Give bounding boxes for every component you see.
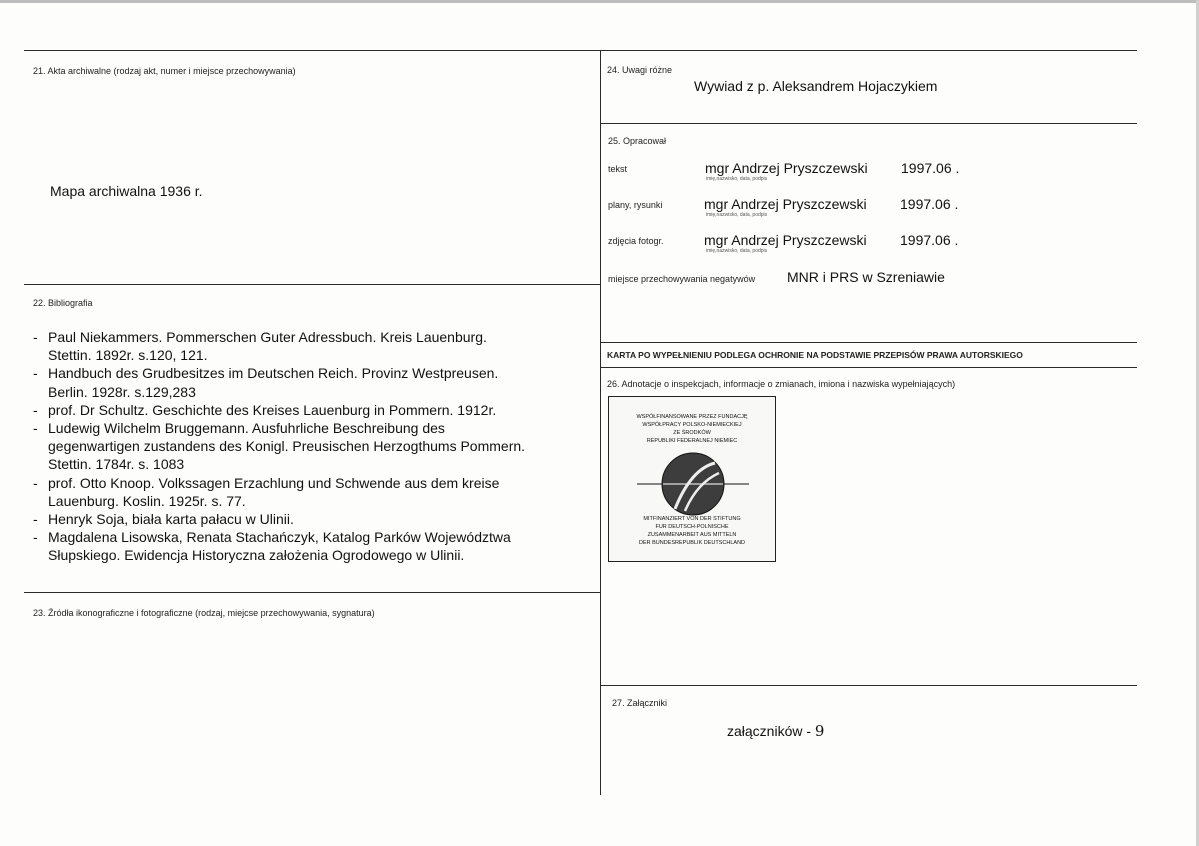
stamp-de-line: DER BUNDESREPUBLIK DEUTSCHLAND xyxy=(638,540,746,546)
section-24-label: 24. Uwagi różne xyxy=(607,65,673,75)
foundation-stamp xyxy=(608,396,776,562)
bibliography-line: - Henryk Soja, biała karta pałacu w Ulinii. xyxy=(48,511,294,528)
bibliography-item xyxy=(33,328,593,364)
bibliography-item xyxy=(33,510,593,528)
bibliography-item xyxy=(33,364,593,400)
section-27-label: 27. Załączniki xyxy=(612,698,668,708)
stamp-pl-line: WSPÓŁFINANSOWANE PRZEZ FUNDACJĘ xyxy=(636,414,748,420)
section-24-value: Wywiad z p. Aleksandrem Hojaczykiem xyxy=(694,78,938,94)
center-divider xyxy=(600,50,601,795)
divider-22-23 xyxy=(24,592,601,593)
attachments-text: załączników - xyxy=(727,723,815,739)
row-zdjecia-date: 1997.06 . xyxy=(900,232,959,248)
stamp-pl-line: WSPÓŁPRACY POLSKO-NIEMIECKIEJ xyxy=(642,422,742,428)
row-plany-label: plany, rysunki xyxy=(608,200,663,210)
divider-24-25 xyxy=(600,123,1137,124)
section-22-label: 22. Bibliografia xyxy=(33,298,93,308)
bibliography-line: Stettin. 1892r. s.120, 121. xyxy=(48,347,208,364)
bibliography-item xyxy=(33,419,593,474)
top-border xyxy=(24,50,1137,51)
bibliography-line: - prof. Otto Knoop. Volkssagen Erzachlung und Schwende aus dem kreise xyxy=(48,474,500,491)
row-zdjecia-hint: imię,nazwisko, data, podpis xyxy=(706,248,768,254)
section-25-label: 25. Opracował xyxy=(608,136,667,146)
bibliography-line: Stettin. 1784r. s. 1083 xyxy=(48,456,185,473)
row-tekst-hint: imię,nazwisko, data, podpis xyxy=(706,176,768,182)
bibliography-line: Lauenburg. Koslin. 1925r. s. 77. xyxy=(48,492,246,509)
section-23-label: 23. Źródła ikonograficzne i fotograficzne (rodzaj, miejcse przechowywania, sygnatura) xyxy=(33,608,375,618)
bibliography-list xyxy=(33,328,593,565)
bibliography-line: - prof. Dr Schultz. Geschichte des Kreises Lauenburg in Pommern. 1912r. xyxy=(48,401,497,418)
bibliography-line: - Ludewig Wilchelm Bruggemann. Ausfuhrliche Beschreibung des xyxy=(48,420,445,437)
divider-copyright-top xyxy=(600,342,1137,343)
row-zdjecia-name: mgr Andrzej Pryszczewski xyxy=(704,232,867,248)
negatives-label: miejsce przechowywania negatywów xyxy=(608,274,756,284)
divider-21-22 xyxy=(24,284,601,285)
page-top-edge xyxy=(0,0,1199,3)
bibliography-line: - Magdalena Lisowska, Renata Stachańczyk, Katalog Parków Województwa xyxy=(48,529,511,546)
stamp-de-line: MITFINANZIERT VON DER STIFTUNG xyxy=(643,516,741,522)
foundation-logo-icon xyxy=(609,449,777,519)
bibliography-line: gegenwartigen zustandens des Konigl. Preusischen Herzogthums Pommern. xyxy=(48,438,526,455)
attachments-count: 9 xyxy=(814,722,825,740)
section-21-label: 21. Akta archiwalne (rodzaj akt, numer i miejsce przechowywania) xyxy=(33,66,296,76)
divider-26-27 xyxy=(600,685,1137,686)
row-plany-name: mgr Andrzej Pryszczewski xyxy=(704,196,867,212)
row-plany-date: 1997.06 . xyxy=(900,196,959,212)
stamp-de-line: FUR DEUTSCH-POLNISCHE xyxy=(655,524,729,530)
stamp-pl-line: ZE ŚRODKÓW xyxy=(673,430,711,436)
row-plany-hint: imię,nazwisko, data, podpis xyxy=(706,212,768,218)
row-tekst-date: 1997.06 . xyxy=(901,160,960,176)
row-tekst-label: tekst xyxy=(608,164,628,174)
section-21-value: Mapa archiwalna 1936 r. xyxy=(50,183,203,199)
row-tekst-name: mgr Andrzej Pryszczewski xyxy=(705,160,868,176)
divider-copyright-bottom xyxy=(600,367,1137,368)
stamp-de-line: ZUSAMMENARBEIT AUS MITTELN xyxy=(647,532,737,538)
copyright-notice: KARTA PO WYPEŁNIENIU PODLEGA OCHRONIE NA PODSTAWIE PRZEPISÓW PRAWA AUTORSKIEGO xyxy=(607,350,1023,360)
bibliography-item xyxy=(33,401,593,419)
bibliography-item xyxy=(33,528,593,564)
row-zdjecia-label: zdjęcia fotogr. xyxy=(608,236,664,246)
bibliography-line: - Handbuch des Grudbesitzes im Deutschen Reich. Provinz Westpreusen. xyxy=(48,365,499,382)
section-26-label: 26. Adnotacje o inspekcjach, informacje o zmianach, imiona i nazwiska wypełniających) xyxy=(607,379,956,389)
bibliography-line: Berlin. 1928r. s.129,283 xyxy=(48,383,196,400)
negatives-value: MNR i PRS w Szreniawie xyxy=(787,269,945,285)
stamp-pl-line: REPUBLIKI FEDERALNEJ NIEMIEC xyxy=(646,438,738,444)
bibliography-item xyxy=(33,474,593,510)
bibliography-line: - Paul Niekammers. Pommerschen Guter Adressbuch. Kreis Lauenburg. xyxy=(48,329,487,345)
section-27-value xyxy=(727,722,824,740)
bibliography-line: Słupskiego. Ewidencja Historyczna założenia Ogrodowego w Ulinii. xyxy=(48,547,465,564)
